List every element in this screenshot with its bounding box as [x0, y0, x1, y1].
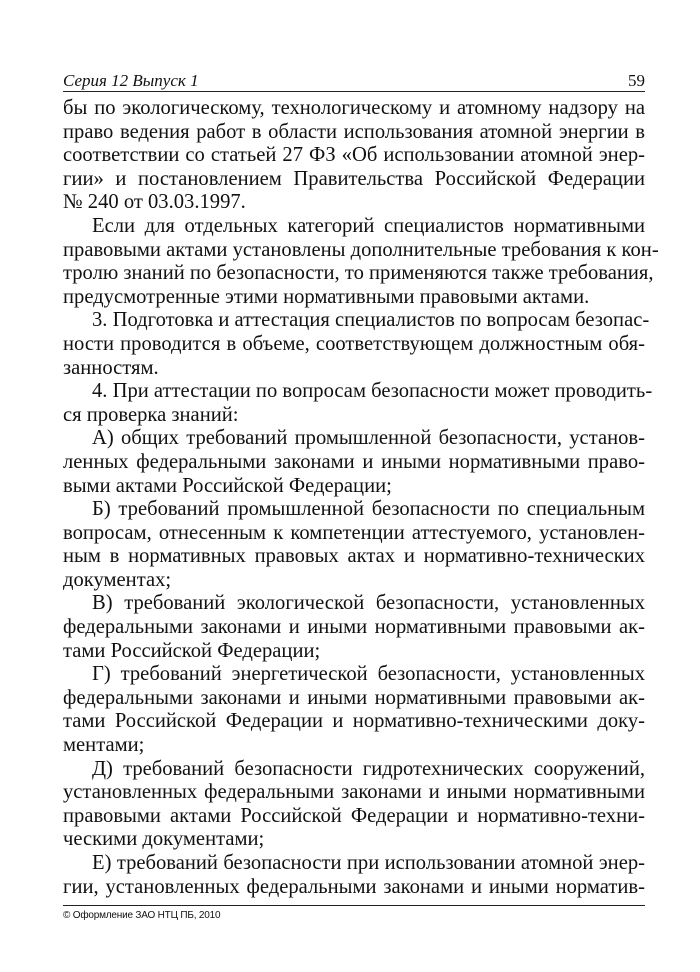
- text-line: Б) требований промышленной безопасности по специальным: [92, 498, 645, 521]
- text-line: ным в нормативных правовых актах и нормативно-технических: [63, 545, 645, 568]
- series-title: Серия 12 Выпуск 1: [63, 71, 199, 90]
- text-line: Е) требований безопасности при использовании атомной энер-: [92, 852, 645, 874]
- text-line: бы по экологическому, технологическому и атомному надзору на: [63, 97, 645, 119]
- page-number: 59: [628, 71, 645, 90]
- list-item-g: [63, 663, 645, 757]
- list-item-b: [63, 498, 645, 592]
- text-line: ся проверка знаний:: [63, 403, 239, 426]
- text-line: правовыми актами Российской Федерации и нормативно-техни-: [63, 804, 645, 827]
- text-line: тами Российской Федерации и нормативно-техническими доку-: [63, 710, 645, 733]
- text-line: гии, установленных федеральными законами и иными норматив-: [63, 875, 645, 898]
- text-line: ленных федеральными законами и иными нормативными право-: [63, 450, 645, 473]
- text-line: соответствии со статьей 27 ФЗ «Об использовании атомной энер-: [63, 144, 645, 167]
- text-line: тами Российской Федерации;: [63, 639, 321, 662]
- text-line: Если для отдельных категорий специалистов нормативными: [92, 214, 645, 237]
- text-line: предусмотренные этими нормативными правовыми актами.: [63, 285, 590, 308]
- paragraph-continuation: [63, 97, 645, 215]
- text-line: ческими документами;: [63, 828, 265, 851]
- text-line: документах;: [63, 568, 172, 591]
- text-line: федеральными законами и иными нормативными правовыми ак-: [63, 686, 645, 709]
- paragraph-item-3: [63, 309, 650, 380]
- text-line: тролю знаний по безопасности, то применяются также требования,: [63, 262, 654, 285]
- text-line: федеральными законами и иными нормативными правовыми ак-: [63, 616, 645, 639]
- list-item-v: [63, 592, 645, 663]
- page-footer: [63, 905, 645, 924]
- text-line: правовыми актами установлены дополнительные требования к кон-: [63, 238, 659, 261]
- text-line: 4. При аттестации по вопросам безопасности может проводить-: [92, 380, 653, 403]
- paragraph-additional-requirements: [63, 214, 659, 309]
- text-line: Д) требований безопасности гидротехнических сооружений,: [92, 757, 645, 780]
- text-line: гии» и постановлением Правительства Российской Федерации: [63, 167, 645, 190]
- text-line: А) общих требований промышленной безопасности, установ-: [92, 427, 645, 450]
- body-text: [63, 97, 659, 899]
- text-line: Г) требований энергетической безопасности, установленных: [92, 663, 645, 686]
- text-line: 3. Подготовка и аттестация специалистов по вопросам безопас-: [92, 309, 650, 332]
- text-line: установленных федеральными законами и иными нормативными: [63, 781, 645, 804]
- text-line: право ведения работ в области использования атомной энергии в: [63, 120, 645, 143]
- copyright-notice: © Оформление ЗАО НТЦ ПБ, 2010: [63, 910, 221, 921]
- running-header: [63, 71, 645, 92]
- list-item-e: [63, 852, 645, 899]
- list-item-a: [63, 427, 645, 498]
- text-line: № 240 от 03.03.1997.: [63, 191, 246, 214]
- text-line: занностям.: [63, 356, 159, 379]
- text-line: вопросам, отнесенным к компетенции аттестуемого, установлен-: [63, 521, 645, 544]
- text-line: выми актами Российской Федерации;: [63, 474, 392, 497]
- paragraph-item-4: [63, 380, 653, 427]
- text-line: ности проводится в объеме, соответствующем должностным обя-: [63, 332, 645, 355]
- text-line: В) требований экологической безопасности, установленных: [92, 592, 645, 615]
- list-item-d: [63, 758, 645, 852]
- text-line: ментами;: [63, 734, 145, 757]
